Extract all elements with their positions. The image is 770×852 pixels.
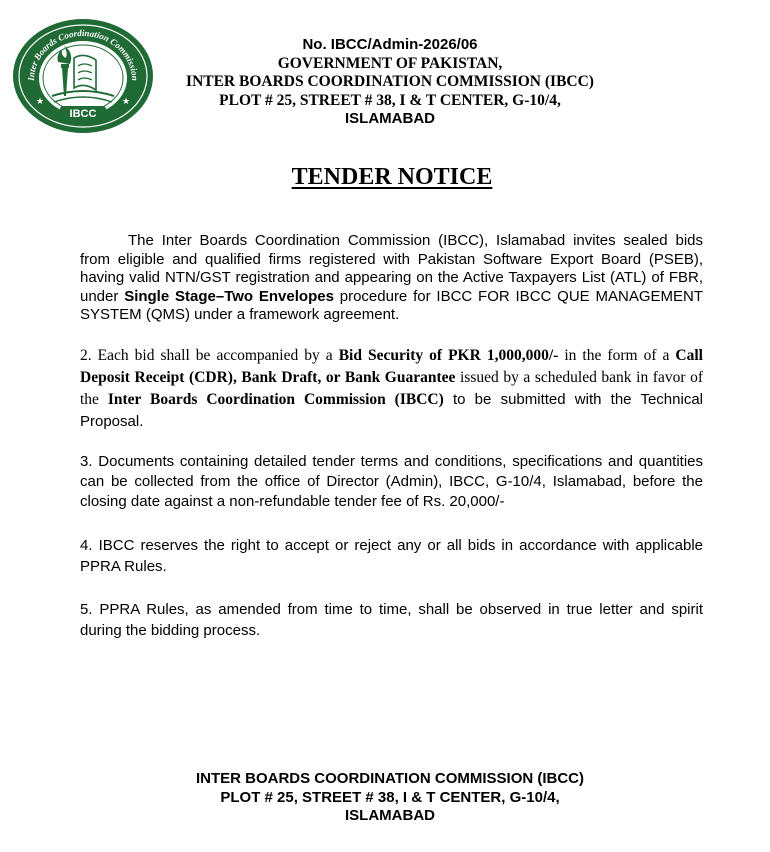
paragraph-4: 4. IBCC reserves the right to accept or reject any or all bids in accordance with applicable PPRA Rules. xyxy=(80,537,703,575)
p2-text-g: to be submitted with the Technical Proposal. xyxy=(80,391,703,430)
paragraph-2 xyxy=(80,345,703,433)
svg-text:★: ★ xyxy=(36,96,45,106)
footer-address-block xyxy=(140,770,640,826)
reference-number: No. IBCC/Admin-2026/06 xyxy=(302,36,478,53)
footer-organization: INTER BOARDS COORDINATION COMMISSION (IBCC) xyxy=(195,770,585,787)
p1-text-c: procedure for IBCC FOR IBCC QUE MANAGEMENT SYSTEM (QMS) under a framework agreement. xyxy=(80,287,703,324)
p2-instruments: Call Deposit Receipt (CDR), Bank Draft, or Bank Guarantee xyxy=(80,347,703,386)
ibcc-logo xyxy=(12,18,154,134)
organization-address: PLOT # 25, STREET # 38, I & T CENTER, G-10/4, xyxy=(219,91,561,109)
ibcc-seal-icon xyxy=(12,18,154,134)
government-line: GOVERNMENT OF PAKISTAN, xyxy=(277,54,503,72)
p2-text-a: 2. Each bid shall be accompanied by a xyxy=(80,347,339,364)
p2-bid-security: Bid Security of PKR 1,000,000/- xyxy=(338,347,559,364)
p1-procedure: Single Stage–Two Envelopes xyxy=(124,287,334,305)
paragraph-3: 3. Documents containing detailed tender terms and conditions, specifications and quantities can be collected from the office of Director (Admin), IBCC, G-10/4, Islamabad, before the closing date against a non-refundable tender fee of Rs. 20,000/- xyxy=(80,453,703,510)
notice-title: TENDER NOTICE xyxy=(291,164,493,190)
organization-name: INTER BOARDS COORDINATION COMMISSION (IBCC) xyxy=(186,73,594,90)
p2-text-e: issued by a scheduled bank in favor of the xyxy=(80,369,703,408)
p2-text-c: in the form of a xyxy=(558,347,676,364)
p1-text-a: The Inter Boards Coordination Commission (IBCC), Islamabad invites sealed bids from eligible and qualified firms registered with Pakistan Software Export Board (PSEB), having valid NTN/GST registration and appearing on the Active Taxpayers List (ATL) of FBR, under xyxy=(80,232,703,305)
letterhead xyxy=(160,36,620,129)
paragraph-1 xyxy=(80,232,703,325)
footer-address: PLOT # 25, STREET # 38, I & T CENTER, G-10/4, xyxy=(220,788,560,806)
organization-city: ISLAMABAD xyxy=(345,110,435,127)
p2-beneficiary: Inter Boards Coordination Commission (IBCC) xyxy=(107,391,444,408)
logo-abbr: IBCC xyxy=(69,108,97,120)
logo-ring-text: Inter Boards Coordination Commission xyxy=(25,27,141,81)
svg-text:★: ★ xyxy=(122,96,131,106)
paragraph-5: 5. PPRA Rules, as amended from time to time, shall be observed in true letter and spirit during the bidding process. xyxy=(80,601,703,639)
footer-city: ISLAMABAD xyxy=(345,807,435,825)
